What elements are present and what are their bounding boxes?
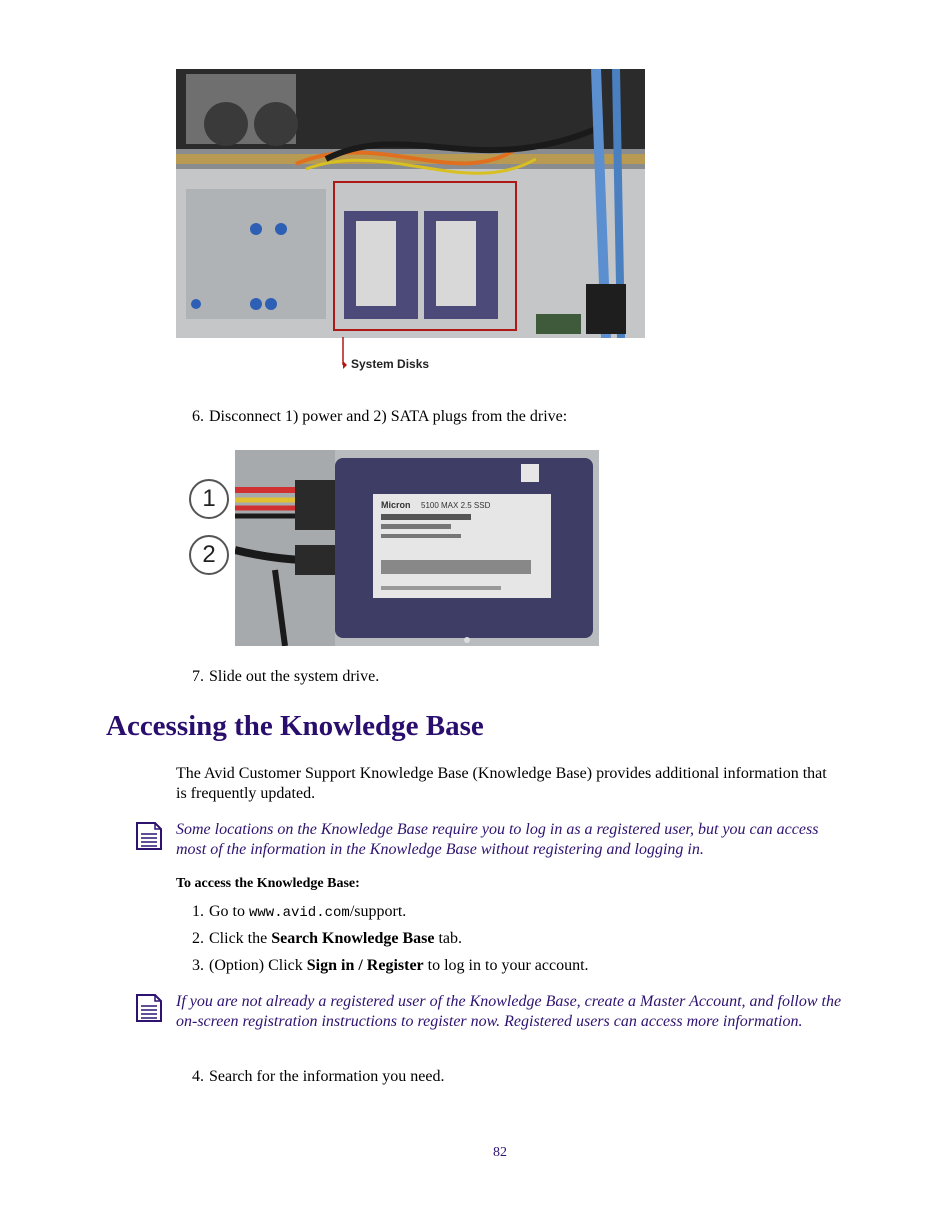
kb-step-3 [176,956,856,976]
note-icon [135,821,163,856]
avid-url[interactable]: www.avid.com [249,905,350,921]
callout-2: 2 [189,535,229,575]
step-number: 1. [192,903,204,920]
step-text: Slide out the system drive. [209,668,380,685]
step-text-post: to log in to your account. [423,957,589,974]
search-kb-tab-ref: Search Knowledge Base [271,930,435,947]
step-number: 3. [192,957,204,974]
note-text-2: If you are not already a registered user of the Knowledge Base, create a Master Account, and follow the on-screen registration instructions to register now. Registered users can access more information. [176,993,842,1030]
step-number: 7. [192,668,204,685]
step-text-pre: Click the [209,930,272,947]
sign-in-ref: Sign in / Register [306,957,424,974]
chassis-photo [176,69,645,338]
step-text: Disconnect 1) power and 2) SATA plugs from the drive: [209,408,568,425]
step-number: 4. [192,1068,204,1085]
note-icon [135,993,163,1028]
step-text: Search for the information you need. [209,1068,445,1085]
ssd-model: 5100 MAX 2.5 SSD [421,501,491,510]
ssd-brand: Micron [381,500,411,510]
step-number: 6. [192,408,204,425]
step-7 [176,667,856,687]
step-number: 2. [192,930,204,947]
ssd-photo [235,450,599,646]
step-text-pre: Go to [209,903,249,920]
ssd-photo-art [235,450,599,646]
kb-step-2 [176,929,856,949]
kb-step-4 [176,1067,856,1087]
callout-1: 1 [189,479,229,519]
page-number: 82 [493,1145,507,1160]
chassis-photo-art [176,69,645,338]
step-6 [176,407,856,427]
step-text-post: /support. [349,903,407,920]
figure-caption: System Disks [351,357,430,371]
step-text-pre: (Option) Click [209,957,307,974]
note-text-1: Some locations on the Knowledge Base require you to log in as a registered user, but you can access most of the information in the Knowledge Base without registering and logging in. [176,821,819,858]
step-text-post: tab. [434,930,463,947]
procedure-title: To access the Knowledge Base: [176,876,360,891]
callout-arrow [330,337,350,369]
intro-paragraph: The Avid Customer Support Knowledge Base (Knowledge Base) provides additional information that is frequently updated. [176,765,827,802]
section-heading: Accessing the Knowledge Base [106,710,484,742]
kb-step-1 [176,902,856,923]
